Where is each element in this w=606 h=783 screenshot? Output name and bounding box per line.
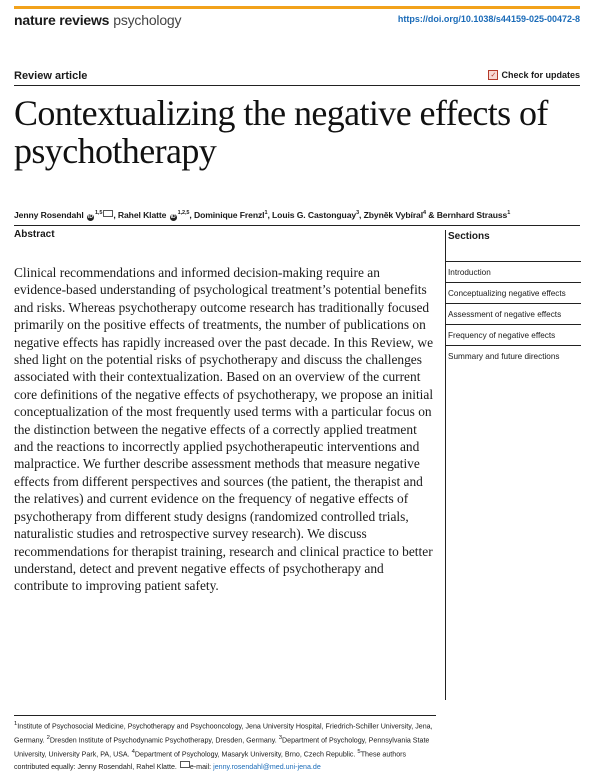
author-name[interactable]: Rahel Klatte [117,210,167,220]
header-divider [14,85,580,86]
journal-logo [14,12,181,28]
email-link[interactable]: jenny.rosendahl@med.uni-jena.de [213,763,321,772]
section-link-frequency[interactable]: Frequency of negative effects [446,325,581,346]
check-updates-label: Check for updates [501,70,580,80]
affiliation-footnotes: $^1$Institute of Psychosocial Medicine, Psychotherapy and Psychooncology, Jena University Hospital, Friedrich-Schiller University, Jena, Germany. $^2$Dresden Institute of Psychodynamic Psychotherapy, Dresden, Germany. $^3$Department of Psychology, Pennsylvania State University, University Park, PA, USA. $^4$Department of Psychology, Masaryk University, Brno, Czech Republic. $^5$These authors contributed equally: Jenny Rosendahl, Rahel Klatte. e-mail: jenny.rosendahl@med.uni-jena.de [14,721,433,772]
footnote-4: Department of Psychology, Masaryk University, Brno, Czech Republic. [134,750,356,759]
author-affiliation: 1,5 [94,210,103,217]
mail-icon [180,761,190,768]
abstract-heading: Abstract [14,229,55,240]
journal-name-light: psychology [113,12,182,28]
article-title: Contextualizing the negative effects of psychotherapy [14,93,548,171]
journal-accent-bar [14,6,580,9]
author-list: Jenny Rosendahl iD$^{1,5}$ , Rahel Klatte iD$^{1,2,5}$, Dominique Frenzl$^1$, Louis G. Castonguay$^3$, Zbyněk Vybíral$^4$ & Bernhard Strauss$^1$ [14,210,511,220]
footnote-3: Department of Psychology, Pennsylvania State University, University Park, PA, USA. [14,736,430,759]
mail-icon[interactable] [103,210,113,217]
author-affiliation: 4 [423,210,426,217]
journal-name-bold: nature reviews [14,12,110,28]
author-affiliation: 1,2,5 [177,210,190,217]
footnote-2: Dresden Institute of Psychodynamic Psychotherapy, Dresden, Germany. [49,736,277,745]
section-link-conceptualizing[interactable]: Conceptualizing negative effects [446,283,581,304]
footnote-5: These authors contributed equally: Jenny Rosendahl, Rahel Klatte. [14,750,407,772]
orcid-icon[interactable]: iD [170,214,176,220]
author-affiliation: 3 [356,210,360,217]
abstract-text: Clinical recommendations and informed decision-making require an evidence-based understanding of psychological treatment’s potential benefits and risks. Whereas psychotherapy outcome research has traditionally focused primarily on the positive effects of treatments, the number of publications on negative effects has rapidly increased over the past decade. In this Review, we shed light on the potential risks of psychotherapy and discuss the challenges associated with their contextualization. Based on an overview of the current core definitions of the negative effects of psychotherapy, we propose an initial conceptualization of the most frequently used terms with a particular focus on the distinction between the negative effects of a correctly applied treatment and the reactions to incorrectly applied psychotherapeutic interventions and malpractice. We further describe assessment methods that measure negative effects from different perspectives and sources (the patient, the therapist and the relatives) and current evidence on the frequency of negative effects of psychotherapy from different study designs (randomized controlled trials, naturalistic studies and retrospective survey research). We discuss recommendations for therapist training, research and clinical practice to better understand, detect and prevent negative effects of psychotherapy and contribute to improving patient safety. [14,265,434,594]
author-affiliation: 1 [507,210,511,217]
author-name[interactable]: Bernhard Strauss [436,210,508,220]
author-name[interactable]: Jenny Rosendahl [14,210,84,220]
section-link-summary[interactable]: Summary and future directions [448,352,560,361]
author-name[interactable]: Dominique Frenzl [193,210,265,220]
email-label: e-mail: [189,763,212,772]
footnote-1: Institute of Psychosocial Medicine, Psychotherapy and Psychooncology, Jena University Hospital, Friedrich-Schiller University, Jena, Germany. [14,722,433,745]
check-updates-icon: ✓ [488,70,498,80]
sections-heading: Sections [446,230,581,262]
section-link-assessment[interactable]: Assessment of negative effects [446,304,581,325]
orcid-icon[interactable]: iD [88,214,93,220]
footnote-divider [14,715,436,716]
author-name[interactable]: Zbyněk Vybíral [363,210,424,220]
authors-divider [14,225,580,226]
article-type: Review article [14,70,88,82]
sections-nav [445,230,581,700]
doi-link[interactable]: https://doi.org/10.1038/s44159-025-00472-8 [397,14,580,24]
author-affiliation: 1 [264,210,268,217]
check-updates-button[interactable] [488,70,580,80]
section-link-introduction[interactable]: Introduction [446,262,581,283]
author-name[interactable]: Louis G. Castonguay [272,210,357,220]
